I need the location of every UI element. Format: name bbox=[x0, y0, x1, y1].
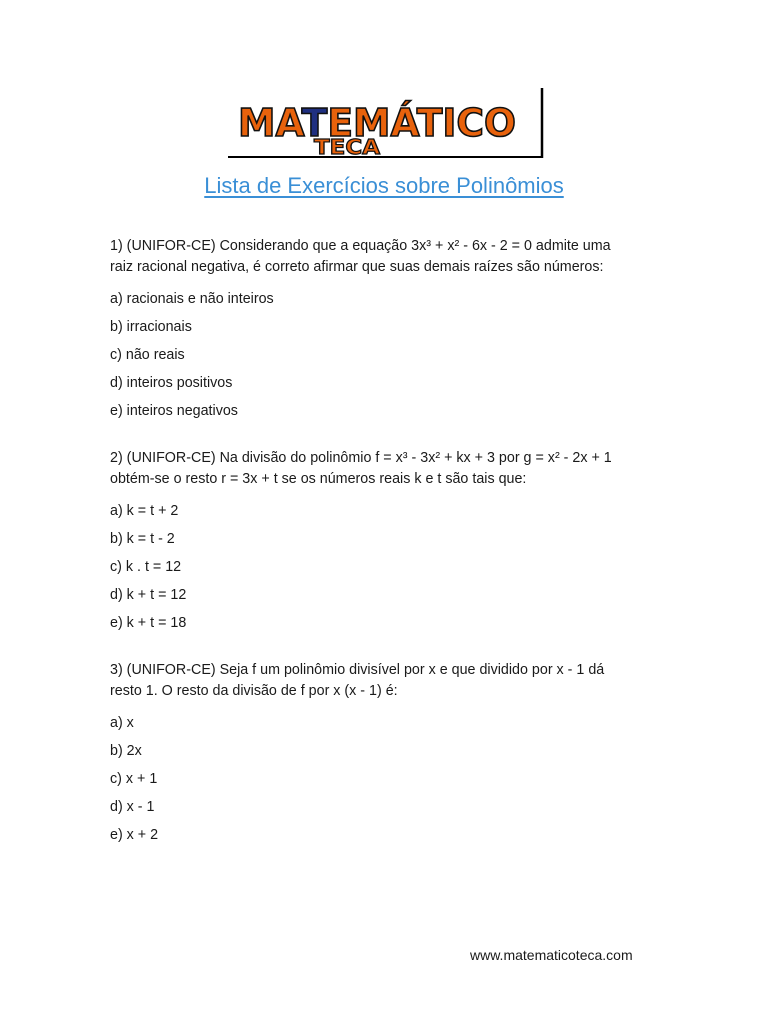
answer-option: e) k + t = 18 bbox=[110, 615, 187, 631]
question-stem-line: 2) (UNIFOR-CE) Na divisão do polinômio f = x³ - 3x² + kx + 3 por g = x² - 2x + 1 bbox=[110, 450, 612, 466]
answer-option: c) k . t = 12 bbox=[110, 559, 182, 575]
answer-option: d) k + t = 12 bbox=[110, 587, 187, 603]
question-2 bbox=[110, 448, 670, 637]
logo bbox=[228, 88, 546, 160]
question-3 bbox=[110, 660, 670, 849]
footer-url[interactable]: www.matematicoteca.com bbox=[470, 947, 633, 963]
answer-option: e) x + 2 bbox=[110, 827, 159, 843]
question-stem-line: raiz racional negativa, é correto afirmar que suas demais raízes são números: bbox=[110, 259, 604, 275]
question-1 bbox=[110, 236, 670, 425]
logo-sub-text: TECA bbox=[314, 135, 381, 159]
answer-option: d) x - 1 bbox=[110, 799, 155, 815]
logo-main-text: MATEMÁTICO bbox=[238, 101, 517, 145]
answer-option: e) inteiros negativos bbox=[110, 403, 238, 419]
page-title[interactable]: Lista de Exercícios sobre Polinômios bbox=[204, 173, 564, 198]
answer-option: b) 2x bbox=[110, 743, 142, 759]
answer-option: c) x + 1 bbox=[110, 771, 158, 787]
logo-graphic bbox=[228, 88, 546, 160]
answer-option: a) racionais e não inteiros bbox=[110, 291, 274, 307]
answer-option: d) inteiros positivos bbox=[110, 375, 233, 391]
question-stem-line: 3) (UNIFOR-CE) Seja f um polinômio divisível por x e que dividido por x - 1 dá bbox=[110, 662, 605, 678]
answer-option: a) k = t + 2 bbox=[110, 503, 179, 519]
answer-option: c) não reais bbox=[110, 347, 185, 363]
question-stem-line: obtém-se o resto r = 3x + t se os números reais k e t são tais que: bbox=[110, 471, 527, 487]
question-stem-line: 1) (UNIFOR-CE) Considerando que a equação 3x³ + x² - 6x - 2 = 0 admite uma bbox=[110, 238, 611, 254]
question-stem-line: resto 1. O resto da divisão de f por x (x - 1) é: bbox=[110, 683, 398, 699]
answer-option: b) irracionais bbox=[110, 319, 192, 335]
answer-option: b) k = t - 2 bbox=[110, 531, 175, 547]
answer-option: a) x bbox=[110, 715, 134, 731]
